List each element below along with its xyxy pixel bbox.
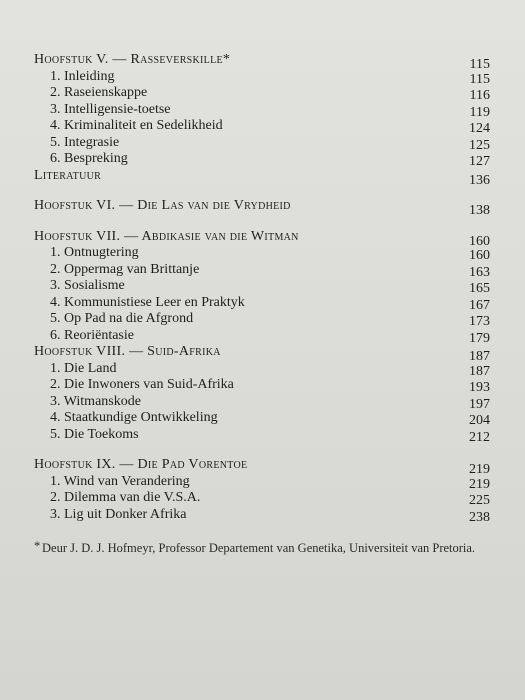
page-number: 127 [469,154,490,169]
item-label: 5. Op Pad na die Afgrond [50,311,194,326]
page-number: 115 [469,71,490,87]
page-number: 115 [469,57,490,72]
footnote-mark: * [34,539,41,553]
item-label: 2. Oppermag van Brittanje [50,261,200,277]
toc-literature [34,167,490,188]
item-label: 3. Lig uit Donker Afrika [50,506,187,522]
page-number: 219 [469,462,490,477]
page-number: 187 [469,363,490,379]
toc-chapter-ix [34,457,490,477]
page-number: 187 [469,349,490,364]
toc-item [34,474,490,491]
item-label: 6. Reoriëntasie [50,327,134,343]
item-label: 6. Bespreking [50,151,128,166]
page-number: 193 [469,380,490,395]
toc-item [34,262,490,279]
toc-item [34,410,490,427]
page-number: 124 [469,121,490,136]
toc-item [34,245,490,262]
toc-chapter-viii [34,344,490,364]
page-number: 138 [469,203,490,218]
toc-item [34,102,490,119]
item-label: 3. Witmanskode [50,393,141,409]
toc-item [34,490,490,507]
page-number: 119 [469,104,490,120]
page-number: 125 [469,137,490,153]
item-label: 4. Kriminaliteit en Sedelikheid [50,118,223,133]
page-number: 165 [469,281,490,296]
page-number: 160 [469,233,490,249]
toc-item [34,507,490,524]
toc-chapter-vii [34,228,490,249]
toc-item [34,361,490,378]
item-label: 1. Ontnugtering [50,245,139,260]
page-number: 179 [469,330,490,346]
item-label: 3. Intelligensie-toetse [50,101,171,117]
toc-item [34,85,490,102]
item-label: 3. Sosialisme [50,278,125,293]
chapter-title: Hoofstuk VIII. — Suid-Afrika [34,344,221,359]
page-number: 238 [469,509,490,525]
chapter-title: Hoofstuk IX. — Die Pad Vorentoe [34,457,248,472]
item-label: 1. Inleiding [50,68,115,84]
page-number: 173 [469,314,490,329]
item-label: 4. Staatkundige Ontwikkeling [50,410,218,425]
chapter-title: Hoofstuk VI. — Die Las van die Vrydheid [34,198,291,213]
toc-item [34,295,490,312]
item-label: 2. Dilemma van die V.S.A. [50,490,201,505]
page-number: 136 [469,172,490,188]
toc-item [34,427,490,444]
toc-item [34,311,490,328]
toc-item [34,118,490,135]
page-number: 225 [469,493,490,508]
page-number: 163 [469,264,490,280]
chapter-title: Hoofstuk VII. — Abdikasie van die Witman [34,228,299,244]
toc-item [34,69,490,86]
item-label: 4. Kommunistiese Leer en Praktyk [50,294,245,310]
toc-item [34,135,490,152]
item-label: 5. Integrasie [50,134,120,150]
item-label: 1. Die Land [50,360,117,376]
footnote [34,541,489,556]
toc-chapter-vi [34,198,490,218]
toc-item [34,278,490,295]
page-number: 212 [469,429,490,445]
chapter-title: Hoofstuk V. — Rasseverskille* [34,52,231,67]
toc-item [34,377,490,394]
page-number: 116 [469,88,490,103]
item-label: 2. Raseienskappe [50,85,148,100]
table-of-contents [34,52,490,523]
toc-item [34,328,490,345]
item-label: 5. Die Toekoms [50,426,139,442]
toc-item [34,151,490,168]
page-number: 219 [469,476,490,492]
toc-chapter-v [34,52,490,72]
item-label: 2. Die Inwoners van Suid-Afrika [50,377,234,392]
page-number: 160 [469,248,490,263]
footnote-text: Deur J. D. J. Hofmeyr, Professor Departement van Genetika, Universiteit van Pretoria. [42,541,476,555]
page-number: 197 [469,396,490,412]
literature-label: Literatuur [34,167,102,183]
page-number: 167 [469,297,490,313]
page-number: 204 [469,413,490,428]
toc-item [34,394,490,411]
item-label: 1. Wind van Verandering [50,473,190,489]
